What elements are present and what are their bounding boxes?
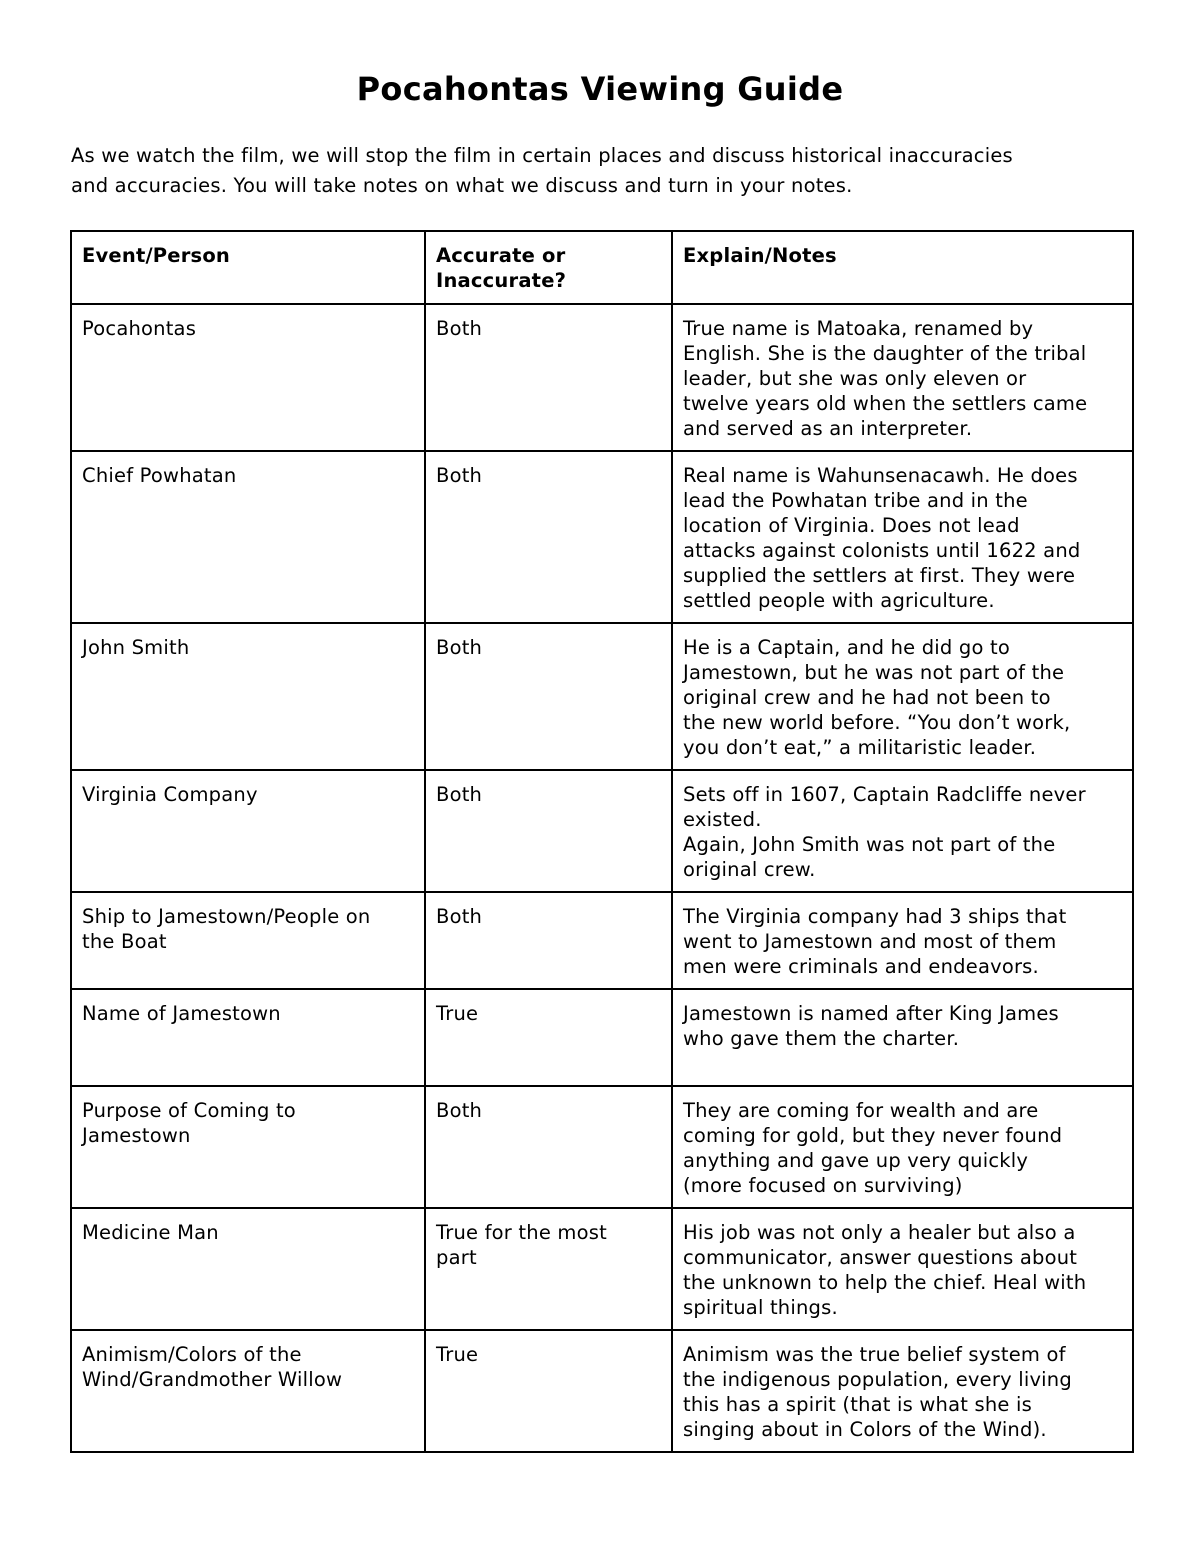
- accuracy-cell: [425, 892, 672, 989]
- accuracy-cell-line: True: [436, 1002, 479, 1025]
- notes-cell-line: and served as an interpreter.: [683, 417, 973, 440]
- event-cell-line: Ship to Jamestown/People on: [82, 905, 371, 928]
- notes-cell-line: leader, but she was only eleven or: [683, 367, 1027, 390]
- table-row: [71, 1330, 1133, 1452]
- intro-paragraph: [71, 141, 1133, 201]
- notes-cell: [672, 770, 1133, 892]
- notes-cell-line: His job was not only a healer but also a: [683, 1221, 1076, 1244]
- viewing-guide-table: [70, 230, 1134, 1453]
- notes-cell-line: went to Jamestown and most of them: [683, 930, 1057, 953]
- header-accuracy-line: Accurate or: [436, 244, 566, 267]
- accuracy-cell-line: Both: [436, 636, 483, 659]
- notes-cell: [672, 989, 1133, 1086]
- table-row: [71, 892, 1133, 989]
- notes-cell-line: singing about in Colors of the Wind).: [683, 1418, 1047, 1441]
- notes-cell-line: They are coming for wealth and are: [683, 1099, 1039, 1122]
- page-title: Pocahontas Viewing Guide: [356, 70, 844, 108]
- event-cell-line: Chief Powhatan: [82, 464, 237, 487]
- event-cell-line: Virginia Company: [82, 783, 258, 806]
- notes-cell-line: existed.: [683, 808, 762, 831]
- table-row: [71, 1086, 1133, 1208]
- notes-cell-line: the new world before. “You don’t work,: [683, 711, 1071, 734]
- event-cell-line: Pocahontas: [82, 317, 197, 340]
- event-cell: [71, 1330, 425, 1452]
- notes-cell-line: the indigenous population, every living: [683, 1368, 1072, 1391]
- table-body: [71, 304, 1133, 1452]
- notes-cell-line: (more focused on surviving): [683, 1174, 963, 1197]
- table-row: [71, 623, 1133, 770]
- notes-cell-line: who gave them the charter.: [683, 1027, 960, 1050]
- accuracy-cell-line: Both: [436, 464, 483, 487]
- accuracy-cell: [425, 451, 672, 623]
- event-cell: [71, 451, 425, 623]
- intro-line: and accuracies. You will take notes on what we discuss and turn in your notes.: [71, 174, 853, 197]
- accuracy-cell: [425, 304, 672, 451]
- accuracy-cell-line: Both: [436, 1099, 483, 1122]
- notes-cell-line: English. She is the daughter of the tribal: [683, 342, 1087, 365]
- notes-cell: [672, 1086, 1133, 1208]
- accuracy-cell: [425, 1086, 672, 1208]
- event-cell-line: Name of Jamestown: [82, 1002, 281, 1025]
- notes-cell-line: lead the Powhatan tribe and in the: [683, 489, 1028, 512]
- notes-cell-line: anything and gave up very quickly: [683, 1149, 1029, 1172]
- accuracy-cell: [425, 770, 672, 892]
- event-cell: [71, 1086, 425, 1208]
- notes-cell-line: supplied the settlers at first. They were: [683, 564, 1076, 587]
- header-accuracy: [425, 231, 672, 304]
- notes-cell-line: He is a Captain, and he did go to: [683, 636, 1010, 659]
- notes-cell-line: spiritual things.: [683, 1296, 838, 1319]
- notes-cell-line: you don’t eat,” a militaristic leader.: [683, 736, 1037, 759]
- header-event-person: Event/Person: [71, 231, 425, 304]
- notes-cell-line: twelve years old when the settlers came: [683, 392, 1088, 415]
- notes-cell-line: Again, John Smith was not part of the: [683, 833, 1056, 856]
- notes-cell: [672, 892, 1133, 989]
- notes-cell-line: The Virginia company had 3 ships that: [683, 905, 1067, 928]
- event-cell-line: Wind/Grandmother Willow: [82, 1368, 343, 1391]
- event-cell-line: Purpose of Coming to: [82, 1099, 296, 1122]
- notes-cell: [672, 1208, 1133, 1330]
- accuracy-cell-line: Both: [436, 905, 483, 928]
- header-notes: Explain/Notes: [672, 231, 1133, 304]
- accuracy-cell-line: True: [436, 1343, 479, 1366]
- notes-cell-line: attacks against colonists until 1622 and: [683, 539, 1081, 562]
- table-row: [71, 1208, 1133, 1330]
- accuracy-cell-line: True for the most: [436, 1221, 607, 1244]
- notes-cell: [672, 451, 1133, 623]
- table-header-row: [71, 231, 1133, 304]
- notes-cell-line: communicator, answer questions about: [683, 1246, 1078, 1269]
- accuracy-cell-line: Both: [436, 783, 483, 806]
- accuracy-cell: [425, 1330, 672, 1452]
- notes-cell-line: original crew.: [683, 858, 816, 881]
- table-row: [71, 770, 1133, 892]
- notes-cell: [672, 304, 1133, 451]
- accuracy-cell: [425, 623, 672, 770]
- notes-cell-line: Sets off in 1607, Captain Radcliffe never: [683, 783, 1086, 806]
- notes-cell-line: True name is Matoaka, renamed by: [683, 317, 1034, 340]
- notes-cell-line: this has a spirit (that is what she is: [683, 1393, 1033, 1416]
- accuracy-cell: [425, 1208, 672, 1330]
- event-cell: [71, 989, 425, 1086]
- notes-cell-line: original crew and he had not been to: [683, 686, 1051, 709]
- notes-cell-line: men were criminals and endeavors.: [683, 955, 1039, 978]
- event-cell: [71, 304, 425, 451]
- accuracy-cell-line: Both: [436, 317, 483, 340]
- event-cell-line: John Smith: [82, 636, 190, 659]
- event-cell-line: Jamestown: [82, 1124, 191, 1147]
- notes-cell: [672, 623, 1133, 770]
- notes-cell-line: Animism was the true belief system of: [683, 1343, 1066, 1366]
- table-row: [71, 304, 1133, 451]
- intro-line: As we watch the film, we will stop the film in certain places and discuss historical inaccuracies: [71, 144, 1013, 167]
- table-row: [71, 989, 1133, 1086]
- table-row: [71, 451, 1133, 623]
- notes-cell-line: Real name is Wahunsenacawh. He does: [683, 464, 1078, 487]
- notes-cell-line: Jamestown is named after King James: [683, 1002, 1059, 1025]
- notes-cell-line: location of Virginia. Does not lead: [683, 514, 1020, 537]
- event-cell-line: the Boat: [82, 930, 167, 953]
- event-cell: [71, 892, 425, 989]
- accuracy-cell: [425, 989, 672, 1086]
- notes-cell-line: coming for gold, but they never found: [683, 1124, 1063, 1147]
- event-cell: [71, 1208, 425, 1330]
- notes-cell: [672, 1330, 1133, 1452]
- event-cell-line: Medicine Man: [82, 1221, 219, 1244]
- notes-cell-line: Jamestown, but he was not part of the: [683, 661, 1065, 684]
- event-cell: [71, 623, 425, 770]
- notes-cell-line: the unknown to help the chief. Heal with: [683, 1271, 1087, 1294]
- event-cell: [71, 770, 425, 892]
- header-accuracy-line: Inaccurate?: [436, 269, 567, 292]
- notes-cell-line: settled people with agriculture.: [683, 589, 995, 612]
- accuracy-cell-line: part: [436, 1246, 477, 1269]
- event-cell-line: Animism/Colors of the: [82, 1343, 302, 1366]
